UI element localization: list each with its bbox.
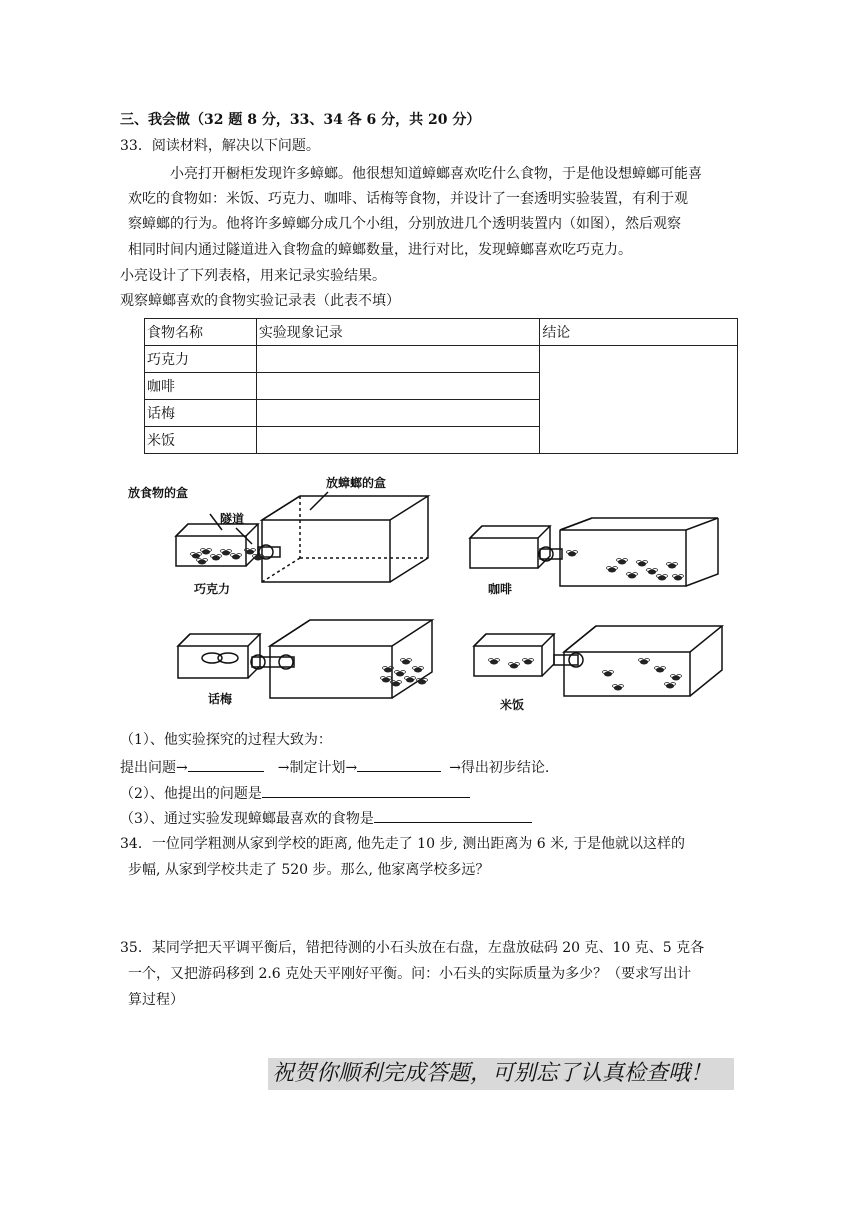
label-plum: 话梅 [208, 692, 233, 706]
table-header-row [145, 319, 738, 346]
answer-blank-2[interactable] [357, 756, 441, 772]
cockroach-cluster-plum [381, 659, 428, 687]
q33-design-line: 小亮设计了下列表格，用来记录实验结果。 [120, 268, 386, 284]
answer-blank-3[interactable] [262, 782, 470, 798]
header-observation: 实验现象记录 [256, 319, 540, 346]
answer-blank-1[interactable] [188, 756, 264, 772]
q35-line-2: 一个，又把游码移到 2.6 克处天平刚好平衡。问：小石头的实际质量为多少？（要求写出计 [128, 966, 692, 982]
label-coffee: 咖啡 [488, 582, 513, 596]
label-chocolate: 巧克力 [194, 582, 231, 596]
closing-message: 祝贺你顺利完成答题，可别忘了认真检查哦！ [268, 1058, 734, 1090]
header-food: 食物名称 [145, 319, 257, 346]
section-heading: 三、我会做（32 题 8 分，33、34 各 6 分，共 20 分） [120, 112, 481, 128]
food-cell: 咖啡 [145, 373, 257, 400]
record-table [144, 318, 738, 454]
food-cell: 话梅 [145, 400, 257, 427]
food-cell: 米饭 [145, 427, 257, 454]
sub3-text: （3）、通过实验发现蟑螂最喜欢的食物是 [120, 811, 374, 827]
label-tunnel: 隧道 [220, 512, 245, 526]
flow-step-c: →得出初步结论. [449, 760, 550, 776]
answer-blank-4[interactable] [374, 807, 532, 823]
q35-line-3: 算过程） [128, 992, 184, 1008]
sub1-text: （1）、他实验探究的过程大致为： [120, 732, 332, 748]
sub2-text: （2）、他提出的问题是 [120, 786, 262, 802]
q33-para-line-4: 相同时间内通过隧道进入食物盒的蟑螂数量，进行对比，发现蟑螂喜欢吃巧克力。 [128, 242, 632, 258]
q34-line-1: 34．一位同学粗测从家到学校的距离, 他先走了 10 步, 测出距离为 6 米, 于是他就以这样的 [120, 836, 686, 852]
label-food-box: 放食物的盒 [128, 486, 189, 500]
sub1-flow [120, 756, 549, 778]
flow-step-b: →制定计划→ [277, 760, 358, 776]
label-cockroach-box: 放蟑螂的盒 [326, 476, 387, 490]
q33-title: 33．阅读材料，解决以下问题。 [120, 138, 320, 154]
flow-step-a: 提出问题→ [120, 760, 188, 776]
conclusion-cell [540, 346, 738, 454]
table-row [145, 346, 738, 373]
sub3 [120, 807, 532, 829]
observation-cell [256, 400, 540, 427]
observation-cell [256, 427, 540, 454]
table-caption: 观察蟑螂喜欢的食物实验记录表（此表不填） [120, 293, 400, 309]
label-rice: 米饭 [500, 698, 525, 712]
cockroach-cluster-chocolate [191, 549, 264, 565]
header-conclusion: 结论 [540, 319, 738, 346]
cockroach-cluster-coffee [567, 551, 684, 581]
q34-line-2: 步幅, 从家到学校共走了 520 步。那么, 他家离学校多远？ [128, 862, 490, 878]
cockroach-cluster-rice [489, 659, 682, 691]
q33-para-line-3: 察蟑螂的行为。他将许多蟑螂分成几个小组，分别放进几个透明装置内（如图），然后观察 [128, 216, 681, 232]
sub2 [120, 782, 470, 804]
food-cell: 巧克力 [145, 346, 257, 373]
q33-para-line-2: 欢吃的食物如：米饭、巧克力、咖啡、话梅等食物，并设计了一套透明实验装置，有利于观 [128, 191, 688, 207]
observation-cell [256, 373, 540, 400]
experiment-figure [118, 474, 758, 710]
observation-cell [256, 346, 540, 373]
q35-line-1: 35．某同学把天平调平衡后，错把待测的小石头放在右盘，左盘放砝码 20 克、10 克、5 克各 [120, 940, 705, 956]
q33-para-line-1: 小亮打开橱柜发现许多蟑螂。他很想知道蟑螂喜欢吃什么食物，于是他设想蟑螂可能喜 [170, 166, 702, 182]
